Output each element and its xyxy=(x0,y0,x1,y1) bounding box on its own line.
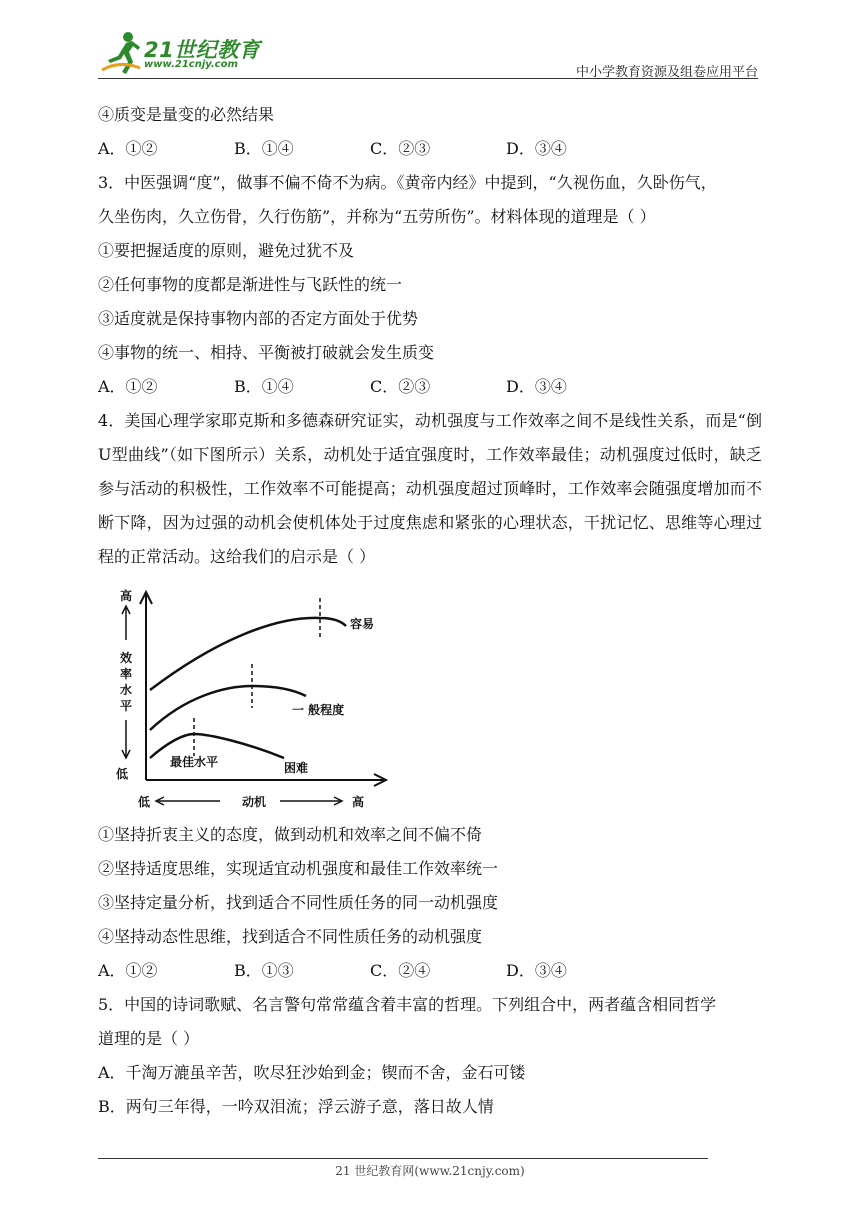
q2-options xyxy=(98,132,762,166)
curve-medium xyxy=(150,686,306,730)
page-header xyxy=(98,30,758,78)
y-label-char-4: 平 xyxy=(120,699,133,713)
q5-option-b: B．两句三年得，一吟双泪流；浮云游子意，落日故人情 xyxy=(98,1097,494,1116)
q3-item-3: ③适度就是保持事物内部的否定方面处于优势 xyxy=(98,309,419,328)
q4-item-1: ①坚持折衷主义的态度，做到动机和效率之间不偏不倚 xyxy=(98,825,483,844)
logo-url: www.21cnjy.com xyxy=(144,59,238,70)
q4-option-d: D．③④ xyxy=(506,961,567,980)
q3-item-2: ②任何事物的度都是渐进性与飞跃性的统一 xyxy=(98,275,403,294)
y-label-char-1: 效 xyxy=(120,651,133,665)
y-label-char-2: 率 xyxy=(120,667,133,681)
q3-option-d: D．③④ xyxy=(506,377,567,396)
q3-option-a: A．①② xyxy=(98,377,158,396)
q4-options xyxy=(98,954,762,988)
q4-stem: 4．美国心理学家耶克斯和多德森研究证实，动机强度与工作效率之间不是线性关系，而是“倒U型曲线”（如下图所示）关系，动机处于适宜强度时，工作效率最佳；动机强度过低时，缺乏参与活动的积极性，工作效率不可能提高；动机强度超过顶峰时，工作效率会随强度增加而不断下降，因为过强的动机会使机体处于过度焦虑和紧张的心理状态，干扰记忆、思维等心理过程的正常活动。这给我们的启示是（ ） xyxy=(98,411,762,566)
q3-options xyxy=(98,370,762,404)
curve-medium-label: 一 般程度 xyxy=(292,703,345,717)
y-label-char-3: 水 xyxy=(120,683,133,697)
logo-wordmark: 21世纪教育 xyxy=(144,38,261,62)
x-high-label: 高 xyxy=(352,795,365,809)
curve-easy-label: 容易 xyxy=(350,617,375,631)
y-low-label: 低 xyxy=(116,767,129,781)
x-axis-label: 动机 xyxy=(242,795,267,809)
q4-item-2: ②坚持适度思维，实现适宜动机强度和最佳工作效率统一 xyxy=(98,859,499,878)
q5-stem-line2: 道理的是（ ） xyxy=(98,1029,200,1048)
header-tagline: 中小学教育资源及组卷应用平台 xyxy=(575,65,758,80)
q4-option-a: A．①② xyxy=(98,961,158,980)
curve-easy xyxy=(150,618,346,690)
q2-option-b: B．①④ xyxy=(234,139,294,158)
runner-logo-icon xyxy=(98,30,142,76)
q3-stem-line2: 久坐伤肉，久立伤骨，久行伤筋”，并称为“五劳所伤”。材料体现的道理是（ ） xyxy=(98,207,656,226)
q4-item-3: ③坚持定量分析，找到适合不同性质任务的同一动机强度 xyxy=(98,893,499,912)
q3-option-c: C．②③ xyxy=(370,377,431,396)
y-high-label: 高 xyxy=(120,589,133,603)
q2-option-d: D．③④ xyxy=(506,139,567,158)
q3-item-4: ④事物的统一、相持、平衡被打破就会发生质变 xyxy=(98,343,435,362)
q3-option-b: B．①④ xyxy=(234,377,294,396)
q4-option-c: C．②④ xyxy=(370,961,431,980)
x-low-label: 低 xyxy=(138,795,151,809)
document-body xyxy=(98,98,762,1124)
curve-hard-label: 困难 xyxy=(284,761,309,775)
page-footer: 21 世纪教育网(www.21cnjy.com) xyxy=(335,1164,525,1178)
q5-stem-line1: 5．中国的诗词歌赋、名言警句常常蕴含着丰富的哲理。下列组合中，两者蕴含相同哲学 xyxy=(98,995,717,1014)
q4-option-b: B．①③ xyxy=(234,961,294,980)
best-level-label: 最佳水平 xyxy=(170,755,219,769)
site-logo xyxy=(98,30,268,76)
header-divider xyxy=(98,78,758,79)
q2-option-c: C．②③ xyxy=(370,139,431,158)
q3-item-1: ①要把握适度的原则，避免过犹不及 xyxy=(98,241,355,260)
footer-divider xyxy=(98,1158,708,1159)
motivation-efficiency-figure xyxy=(106,580,406,812)
q4-item-4: ④坚持动态性思维，找到适合不同性质任务的动机强度 xyxy=(98,927,483,946)
q2-item-4: ④质变是量变的必然结果 xyxy=(98,105,275,124)
q3-stem-line1: 3．中医强调“度”，做事不偏不倚不为病。《黄帝内经》中提到，“久视伤血，久卧伤气， xyxy=(98,173,717,192)
q2-option-a: A．①② xyxy=(98,139,158,158)
q5-option-a: A．千淘万漉虽辛苦，吹尽狂沙始到金；锲而不舍，金石可镂 xyxy=(98,1063,526,1082)
